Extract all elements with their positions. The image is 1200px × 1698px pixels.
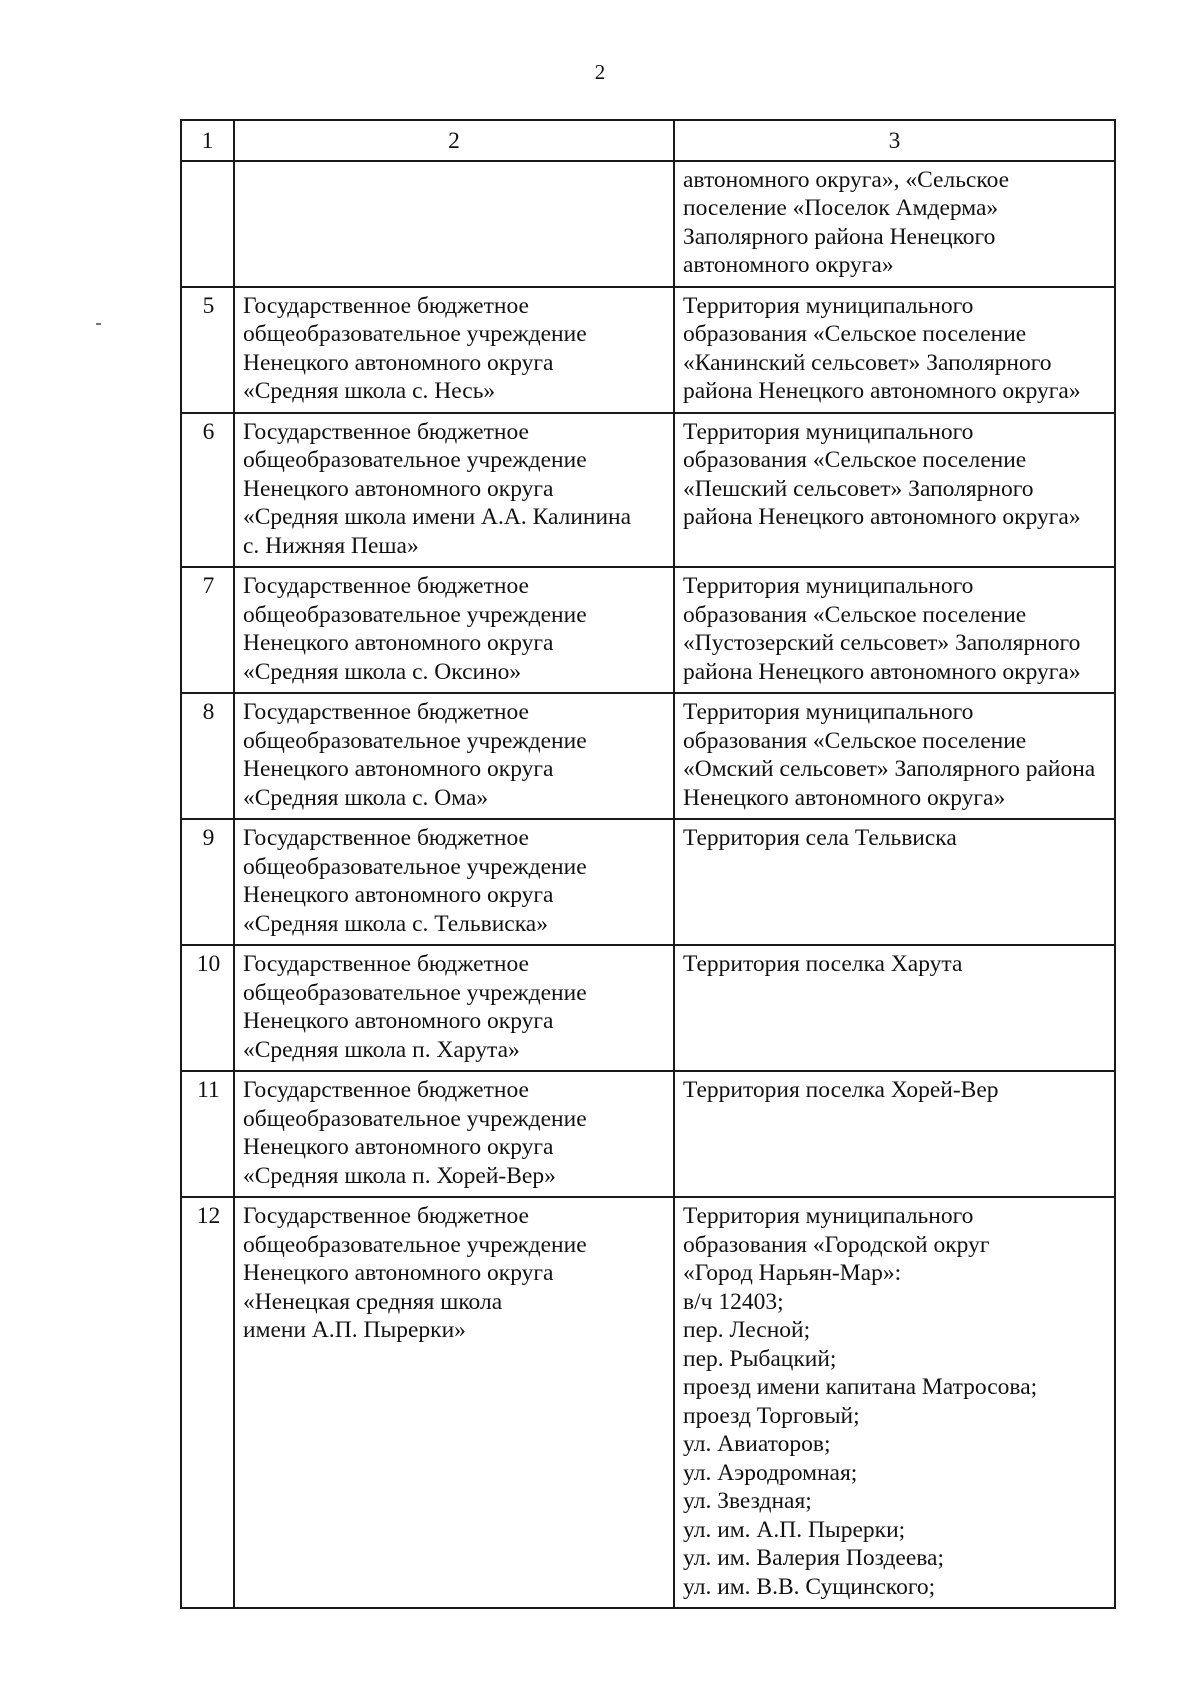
- table-row: [181, 567, 1115, 693]
- institution-cell: Государственное бюджетное общеобразовательное учреждение Ненецкого автономного округа «Ненецкая средняя школа имени А.П. Пырерки»: [234, 1197, 674, 1608]
- table-row: [181, 1197, 1115, 1608]
- row-number: 10: [181, 945, 234, 1071]
- territory-assignment-table: [180, 119, 1116, 1609]
- row-number: [181, 161, 234, 287]
- territory-cell: Территория муниципального образования «Сельское поселение «Омский сельсовет» Заполярного района Ненецкого автономного округа»: [674, 693, 1115, 819]
- table-row: [181, 287, 1115, 413]
- scan-artifact: [96, 323, 101, 325]
- row-number: 6: [181, 413, 234, 568]
- territory-cell: Территория муниципального образования «Сельское поселение «Канинский сельсовет» Заполярного района Ненецкого автономного округа»: [674, 287, 1115, 413]
- column-header-number: 1: [181, 120, 234, 161]
- table-row: [181, 819, 1115, 945]
- institution-cell: [234, 161, 674, 287]
- column-header-territory: 3: [674, 120, 1115, 161]
- institution-cell: Государственное бюджетное общеобразовательное учреждение Ненецкого автономного округа «Средняя школа с. Ома»: [234, 693, 674, 819]
- table-header-row: [181, 120, 1115, 161]
- table-row: [181, 1071, 1115, 1197]
- table-row: [181, 945, 1115, 1071]
- territory-cell: Территория муниципального образования «Сельское поселение «Пустозерский сельсовет» Заполярного района Ненецкого автономного округа»: [674, 567, 1115, 693]
- institution-cell: Государственное бюджетное общеобразовательное учреждение Ненецкого автономного округа «Средняя школа имени А.А. Калинина с. Нижняя Пеша»: [234, 413, 674, 568]
- territory-cell: Территория муниципального образования «Городской округ «Город Нарьян-Мар»: в/ч 12403; пер. Лесной; пер. Рыбацкий; проезд имени капитана Матросова; проезд Торговый; ул. Авиаторов; ул. Аэродромная; ул. Звездная; ул. им. А.П. Пырерки; ул. им. Валерия Поздеева; ул. им. В.В. Сущинского;: [674, 1197, 1115, 1608]
- territory-cell: Территория поселка Харута: [674, 945, 1115, 1071]
- row-number: 11: [181, 1071, 234, 1197]
- row-number: 8: [181, 693, 234, 819]
- territory-cell: Территория муниципального образования «Сельское поселение «Пешский сельсовет» Заполярного района Ненецкого автономного округа»: [674, 413, 1115, 568]
- institution-cell: Государственное бюджетное общеобразовательное учреждение Ненецкого автономного округа «Средняя школа с. Оксино»: [234, 567, 674, 693]
- table-row: [181, 413, 1115, 568]
- row-number: 7: [181, 567, 234, 693]
- row-number: 12: [181, 1197, 234, 1608]
- territory-cell: Территория поселка Хорей-Вер: [674, 1071, 1115, 1197]
- territory-cell: Территория села Тельвиска: [674, 819, 1115, 945]
- territory-cell: автономного округа», «Сельское поселение «Поселок Амдерма» Заполярного района Ненецкого автономного округа»: [674, 161, 1115, 287]
- institution-cell: Государственное бюджетное общеобразовательное учреждение Ненецкого автономного округа «Средняя школа п. Хорей-Вер»: [234, 1071, 674, 1197]
- table-row: [181, 693, 1115, 819]
- institution-cell: Государственное бюджетное общеобразовательное учреждение Ненецкого автономного округа «Средняя школа с. Несь»: [234, 287, 674, 413]
- page-number: 2: [594, 60, 606, 84]
- table-row: [181, 161, 1115, 287]
- column-header-institution: 2: [234, 120, 674, 161]
- institution-cell: Государственное бюджетное общеобразовательное учреждение Ненецкого автономного округа «Средняя школа с. Тельвиска»: [234, 819, 674, 945]
- row-number: 5: [181, 287, 234, 413]
- row-number: 9: [181, 819, 234, 945]
- institution-cell: Государственное бюджетное общеобразовательное учреждение Ненецкого автономного округа «Средняя школа п. Харута»: [234, 945, 674, 1071]
